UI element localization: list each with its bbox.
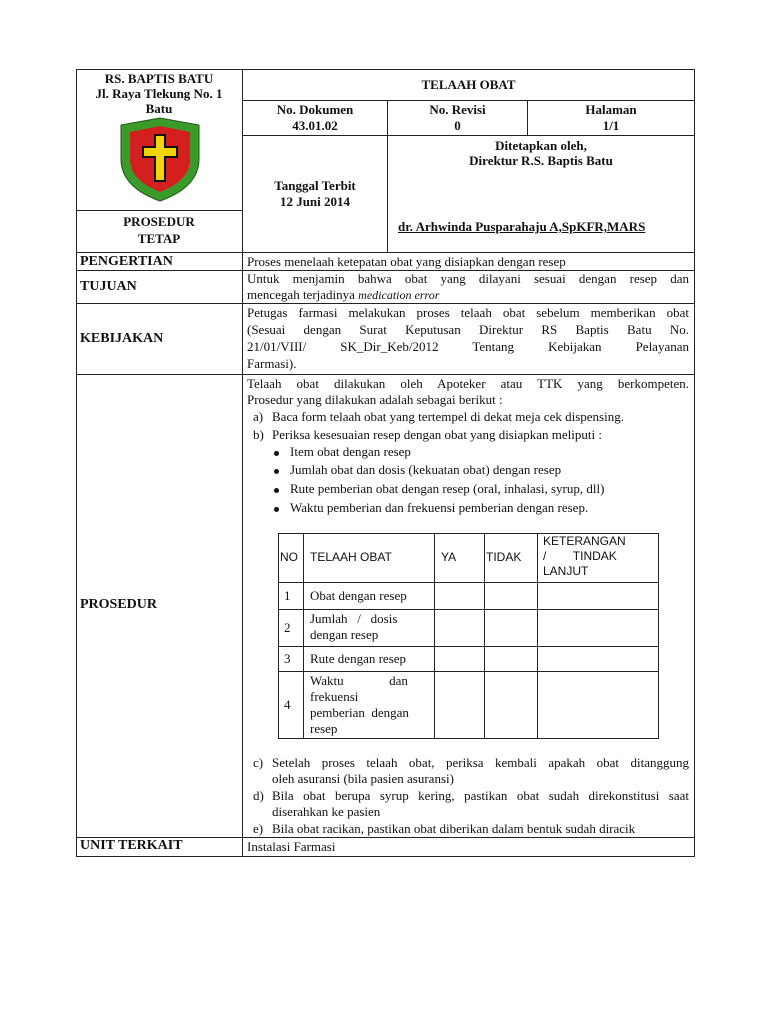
revision-value: 0 — [454, 118, 461, 133]
step-d-marker: d) — [253, 788, 264, 803]
director-signature-name: dr. Arhwinda Pusparahaju A,SpKFR,MARS — [398, 219, 646, 234]
tujuan-line2-italic: medication error — [358, 288, 440, 302]
table-header-ket-line3: LANJUT — [543, 564, 589, 578]
step-b-marker: b) — [253, 427, 264, 442]
step-a-marker: a) — [253, 409, 264, 424]
prosedur-intro-line1: Telaah obat dilakukan oleh Apoteker atau TTK yang berkompeten. — [247, 376, 689, 391]
table-header-ket-line1: KETERANGAN — [543, 534, 626, 548]
step-c-line1: Setelah proses telaah obat, periksa kembali apakah obat ditanggung — [272, 755, 689, 770]
table-header-ket-line2: / TINDAK — [543, 549, 617, 563]
doc-number-label: No. Dokumen — [276, 102, 354, 117]
step-e-line1: Bila obat racikan, pastikan obat diberikan dalam bentuk sudah diracik — [272, 821, 636, 836]
table-col-line-3 — [484, 533, 485, 739]
table-row-item: Obat dengan resep — [310, 588, 407, 603]
table-row-item-line1: Waktu dan — [310, 673, 408, 688]
page-value: 1/1 — [602, 118, 620, 133]
border-top — [76, 69, 695, 70]
tujuan-text-line1: Untuk menjamin bahwa obat yang dilayani sesuai dengan resep dan — [247, 271, 689, 286]
tujuan-label: TUJUAN — [80, 279, 137, 294]
step-c-line2: oleh asuransi (bila pasien asuransi) — [272, 771, 454, 786]
table-header-line — [278, 582, 659, 583]
step-e-marker: e) — [253, 821, 264, 836]
table-col-line-4 — [537, 533, 538, 739]
border-left — [76, 69, 77, 857]
row-separator-3 — [76, 303, 695, 304]
bullet-3 — [274, 488, 279, 493]
set-by-line1: Ditetapkan oleh, — [495, 138, 587, 153]
step-b-text: Periksa kesesuaian resep dengan obat yang disiapkan meliputi : — [272, 427, 602, 442]
table-row-item-line1: Jumlah / dosis — [310, 611, 398, 626]
table-row-item-line4: resep — [310, 721, 338, 736]
check-item-2: Jumlah obat dan dosis (kekuatan obat) dengan resep — [290, 462, 562, 477]
revision-label: No. Revisi — [429, 102, 486, 117]
table-bottom-line — [278, 738, 659, 739]
set-by-line2: Direktur R.S. Baptis Batu — [469, 153, 613, 168]
table-row-item: Rute dengan resep — [310, 651, 407, 666]
table-row-item-line2: frekuensi — [310, 689, 359, 704]
table-header-ya: YA — [441, 550, 457, 564]
check-item-3: Rute pemberian obat dengan resep (oral, inhalasi, syrup, dll) — [290, 481, 605, 496]
step-a-text: Baca form telaah obat yang tertempel di dekat meja cek dispensing. — [272, 409, 624, 424]
document-title: TELAAH OBAT — [421, 77, 516, 92]
table-row-item-line2: dengan resep — [310, 627, 379, 642]
page-label: Halaman — [585, 102, 637, 117]
check-item-4: Waktu pemberian dan frekuensi pemberian dengan resep. — [290, 500, 589, 515]
header-line-1 — [242, 100, 695, 101]
bullet-2 — [274, 469, 279, 474]
kebijakan-line1: Petugas farmasi melakukan proses telaah obat sebelum memberikan obat — [247, 305, 689, 320]
table-header-item: TELAAH OBAT — [310, 550, 392, 564]
doc-number-value: 43.01.02 — [292, 118, 338, 133]
border-right — [694, 69, 695, 857]
header-line-2 — [242, 135, 695, 136]
step-d-line1: Bila obat berupa syrup kering, pastikan obat sudah direkonstitusi saat — [272, 788, 689, 803]
hospital-name: RS. BAPTIS BATU — [104, 71, 214, 86]
kebijakan-label: KEBIJAKAN — [80, 331, 164, 346]
procedure-type-line1: PROSEDUR — [123, 214, 195, 229]
bullet-1 — [274, 451, 279, 456]
border-bottom — [76, 856, 695, 857]
kebijakan-line4: Farmasi). — [247, 356, 297, 371]
bullet-4 — [274, 507, 279, 512]
table-row-no: 4 — [284, 697, 291, 712]
table-col-line-2 — [434, 533, 435, 739]
unit-terkait-label: UNIT TERKAIT — [80, 838, 183, 853]
issue-date-label: Tanggal Terbit — [274, 178, 356, 193]
table-row-no: 3 — [284, 651, 291, 666]
table-col-line-1 — [303, 533, 304, 739]
table-row-no: 2 — [284, 620, 291, 635]
pengertian-text: Proses menelaah ketepatan obat yang disiapkan dengan resep — [247, 254, 566, 269]
row-separator-1 — [76, 252, 695, 253]
kebijakan-line2: (Sesuai dengan Surat Keputusan Direktur RS Baptis Batu No. — [247, 322, 689, 337]
tujuan-line2-prefix: mencegah terjadinya — [247, 287, 359, 302]
table-row1-line — [278, 609, 659, 610]
logo-separator — [76, 210, 243, 211]
pengertian-label: PENGERTIAN — [80, 254, 173, 269]
hospital-address-line1: Jl. Raya Tlekung No. 1 — [95, 86, 223, 101]
table-col-line-5 — [658, 533, 659, 739]
table-header-no: NO — [280, 550, 298, 564]
table-row2-line — [278, 646, 659, 647]
hospital-address-line2: Batu — [145, 101, 173, 116]
kebijakan-line3: 21/01/VIII/ SK_Dir_Keb/2012 Tentang Kebijakan Pelayanan — [247, 339, 689, 354]
step-d-line2: diserahkan ke pasien — [272, 804, 381, 819]
table-row-no: 1 — [284, 588, 291, 603]
table-row-item-line3: pemberian dengan — [310, 705, 409, 720]
step-c-marker: c) — [253, 755, 264, 770]
procedure-type-line2: TETAP — [137, 231, 181, 246]
hospital-shield-logo — [117, 117, 203, 203]
row-separator-4 — [76, 374, 695, 375]
prosedur-intro-line2: Prosedur yang dilakukan adalah sebagai berikut : — [247, 392, 503, 407]
check-item-1: Item obat dengan resep — [290, 444, 411, 459]
table-row3-line — [278, 671, 659, 672]
issue-date-value: 12 Juni 2014 — [279, 194, 351, 209]
tujuan-text-line2 — [247, 287, 439, 303]
prosedur-label: PROSEDUR — [80, 597, 158, 612]
table-header-tidak: TIDAK — [486, 550, 522, 564]
unit-terkait-text: Instalasi Farmasi — [247, 839, 336, 854]
table-col-line-0 — [278, 533, 279, 739]
